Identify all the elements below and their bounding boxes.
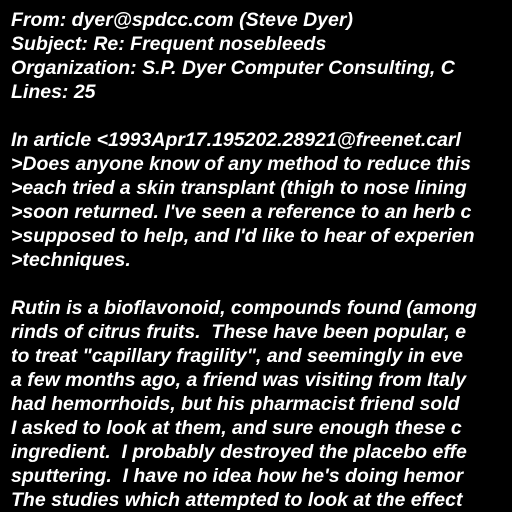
header-subject: Subject: Re: Frequent nosebleeds	[11, 33, 327, 55]
quoted-line: >soon returned. I've seen a reference to an herb c	[11, 201, 472, 223]
body-line: The studies which attempted to look at the effect	[11, 489, 463, 511]
quoted-line: >techniques.	[11, 249, 131, 271]
blank-line	[11, 272, 512, 296]
quoted-line: >each tried a skin transplant (thigh to nose lining	[11, 177, 467, 199]
body-line: had hemorrhoids, but his pharmacist friend sold	[11, 393, 460, 415]
body-line: Rutin is a bioflavonoid, compounds found (among	[11, 297, 477, 319]
blank-line	[11, 104, 512, 128]
header-from: From: dyer@spdcc.com (Steve Dyer)	[11, 9, 353, 31]
quoted-line: >supposed to help, and I'd like to hear of experien	[11, 225, 475, 247]
header-lines: Lines: 25	[11, 81, 96, 103]
header-organization: Organization: S.P. Dyer Computer Consulting, C	[11, 57, 455, 79]
body-line: rinds of citrus fruits. These have been popular, e	[11, 321, 467, 343]
body-line: a few months ago, a friend was visiting from Italy	[11, 369, 467, 391]
quote-attribution: In article <1993Apr17.195202.28921@freenet.carl	[11, 129, 461, 151]
body-line: I asked to look at them, and sure enough these c	[11, 417, 462, 439]
body-line: to treat "capillary fragility", and seemingly in eve	[11, 345, 463, 367]
body-line: sputtering. I have no idea how he's doing hemor	[11, 465, 464, 487]
body-line: ingredient. I probably destroyed the placebo effe	[11, 441, 467, 463]
quoted-line: >Does anyone know of any method to reduce this	[11, 153, 471, 175]
